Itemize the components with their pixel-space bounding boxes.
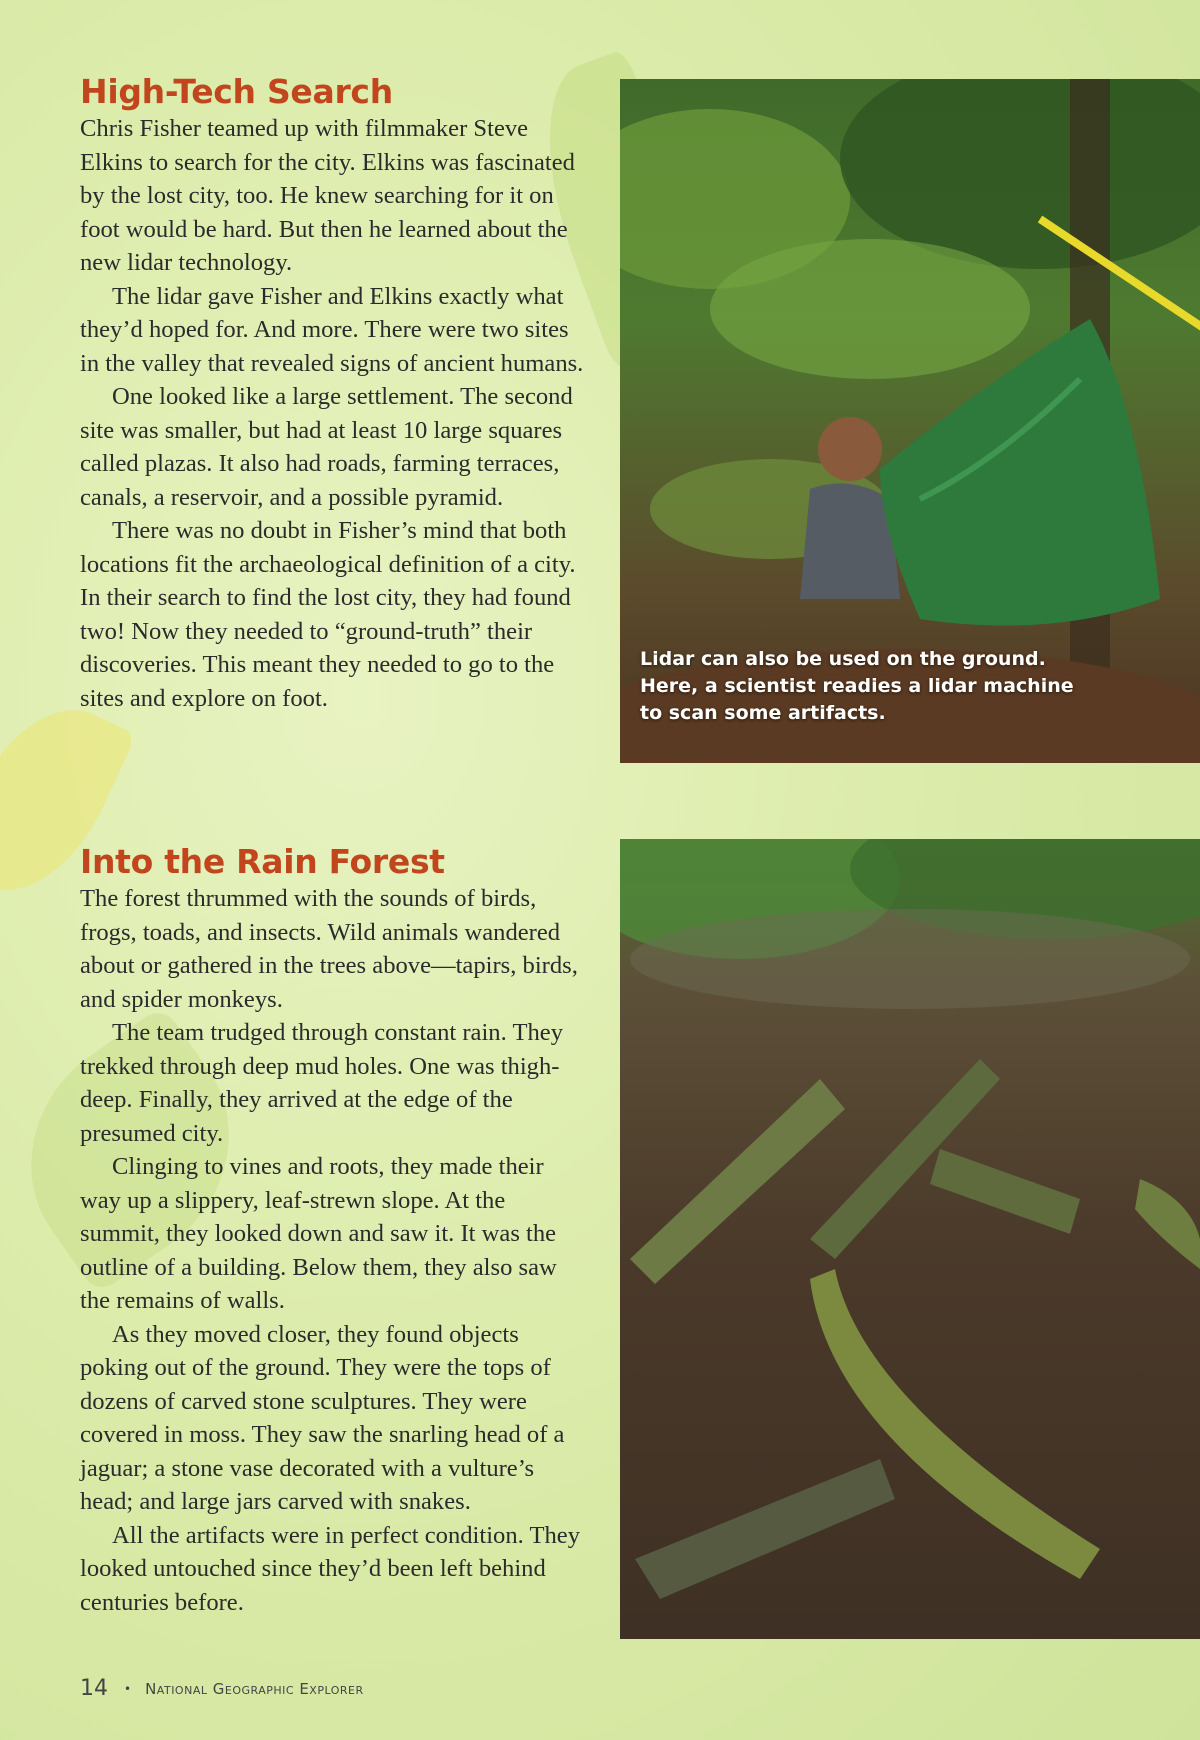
page-number: 14 xyxy=(80,1676,108,1701)
section-into-the-rain-forest xyxy=(80,842,585,1619)
body-paragraph: All the artifacts were in perfect condition. They looked untouched since they’d been left behind centuries before. xyxy=(80,1521,581,1616)
body-paragraph: As they moved closer, they found objects poking out of the ground. They were the tops of dozens of carved stone sculptures. They were covered in moss. They saw the snarling head of a jaguar; a stone vase decorated with a vulture’s head; and large jars carved with snakes. xyxy=(80,1320,565,1515)
body-paragraph: The forest thrummed with the sounds of birds, frogs, toads, and insects. Wild animals wandered about or gathered in the trees above—tapirs, birds, and spider monkeys. xyxy=(80,885,578,1013)
body-paragraph: Clinging to vines and roots, they made their way up a slippery, leaf-strewn slope. At the summit, they looked down and saw it. It was the outline of a building. Below them, they also saw the remains of walls. xyxy=(80,1153,557,1314)
section-high-tech-search xyxy=(80,72,585,715)
photo-caption: Lidar can also be used on the ground. Here, a scientist readies a lidar machine to scan some artifacts. xyxy=(640,648,1074,724)
body-paragraph: The lidar gave Fisher and Elkins exactly what they’d hoped for. And more. There were two sites in the valley that revealed signs of ancient humans. xyxy=(80,282,584,377)
publication-name: National Geographic Explorer xyxy=(145,1679,364,1698)
body-paragraph: Chris Fisher teamed up with filmmaker Steve Elkins to search for the city. Elkins was fascinated by the lost city, too. He knew searching for it on foot would be hard. But then he learned about the new lidar technology. xyxy=(80,115,575,276)
photo-scientist-lidar xyxy=(620,79,1200,763)
section-heading: High-Tech Search xyxy=(80,72,393,111)
section-heading: Into the Rain Forest xyxy=(80,842,445,881)
footer-separator: • xyxy=(124,1681,132,1696)
photo-stone-sculptures xyxy=(620,839,1200,1639)
body-paragraph: There was no doubt in Fisher’s mind that both locations fit the archaeological definition of a city. In their search to find the lost city, they had found two! Now they needed to “ground-truth” their discoveries. This meant they needed to go to the sites and explore on foot. xyxy=(80,517,576,712)
body-paragraph: The team trudged through constant rain. They trekked through deep mud holes. One was thigh-deep. Finally, they arrived at the edge of the presumed city. xyxy=(80,1019,563,1147)
page-footer xyxy=(80,1676,364,1701)
stone-sculptures-illustration xyxy=(620,839,1200,1639)
body-paragraph: One looked like a large settlement. The second site was smaller, but had at least 10 large squares called plazas. It also had roads, farming terraces, canals, a reservoir, and a possible pyramid. xyxy=(80,383,573,511)
